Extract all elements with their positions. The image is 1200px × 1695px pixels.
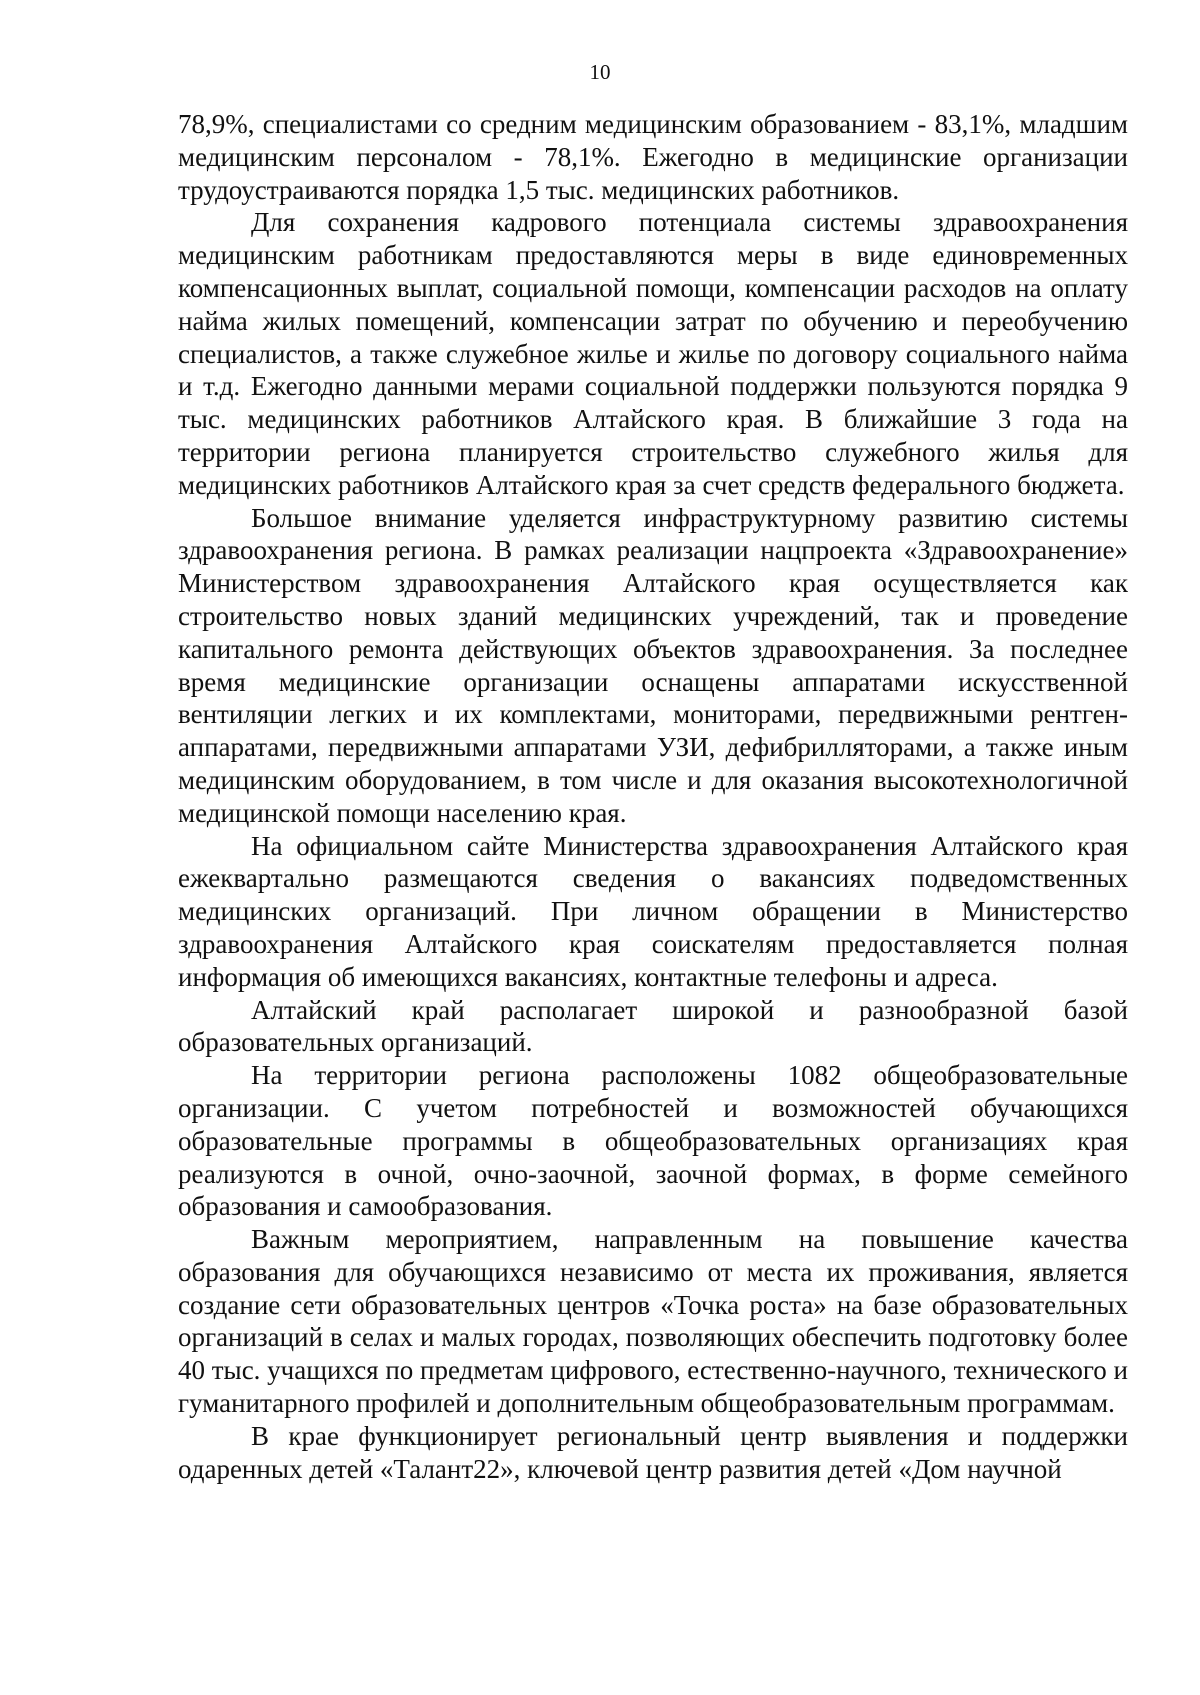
paragraph-vacancies: На официальном сайте Министерства здравоохранения Алтайского края ежеквартально размещаются сведения о вакансиях подведомственных медицинских организаций. При личном обращении в Министерство здравоохранения Алтайского края соискателям предоставляется полная информация об имеющихся вакансиях, контактные телефоны и адреса. — [178, 830, 1128, 992]
paragraph-infrastructure: Большое внимание уделяется инфраструктурному развитию системы здравоохранения региона. В рамках реализации нацпроекта «Здравоохранение» Министерством здравоохранения Алтайского края осуществляется как строительство новых зданий медицинских учреждений, так и проведение капитального ремонта действующих объектов здравоохранения. За последнее время медицинские организации оснащены аппаратами искусственной вентиляции легких и их комплектами, мониторами, передвижными рентген-аппаратами, передвижными аппаратами УЗИ, дефибрилляторами, а также иным медицинским оборудованием, в том числе и для оказания высокотехнологичной медицинской помощи населению края. — [178, 502, 1128, 828]
paragraph-talent-center: В крае функционирует региональный центр выявления и поддержки одаренных детей «Талант22», ключевой центр развития детей «Дом научной — [178, 1420, 1128, 1484]
paragraph-education-base: Алтайский край располагает широкой и разнообразной базой образовательных организаций. — [178, 994, 1128, 1058]
paragraph-schools: На территории региона расположены 1082 общеобразовательные организации. С учетом потребностей и возможностей обучающихся образовательные программы в общеобразовательных организациях края реализуются в очной, очно-заочной, заочной формах, в форме семейного образования и самообразования. — [178, 1060, 1128, 1222]
document-body — [178, 108, 1128, 1485]
paragraph-staff-support: Для сохранения кадрового потенциала системы здравоохранения медицинским работникам предоставляются меры в виде единовременных компенсационных выплат, социальной помощи, компенсации расходов на оплату найма жилых помещений, компенсации затрат по обучению и переобучению специалистов, а также служебное жилье и жилье по договору социального найма и т.д. Ежегодно данными мерами социальной поддержки пользуются порядка 9 тыс. медицинских работников Алтайского края. В ближайшие 3 года на территории региона планируется строительство служебного жилья для медицинских работников Алтайского края за счет средств федерального бюджета. — [178, 207, 1128, 500]
page-number: 10 — [589, 60, 611, 84]
paragraph-growth-points: Важным мероприятием, направленным на повышение качества образования для обучающихся независимо от места их проживания, является создание сети образовательных центров «Точка роста» на базе образовательных организаций в селах и малых городах, позволяющих обеспечить подготовку более 40 тыс. учащихся по предметам цифрового, естественно-научного, технического и гуманитарного профилей и дополнительным общеобразовательным программам. — [178, 1224, 1128, 1419]
paragraph-staffing-rates: 78,9%, специалистами со средним медицинским образованием - 83,1%, младшим медицинским персоналом - 78,1%. Ежегодно в медицинские организации трудоустраиваются порядка 1,5 тыс. медицинских работников. — [178, 109, 1128, 205]
